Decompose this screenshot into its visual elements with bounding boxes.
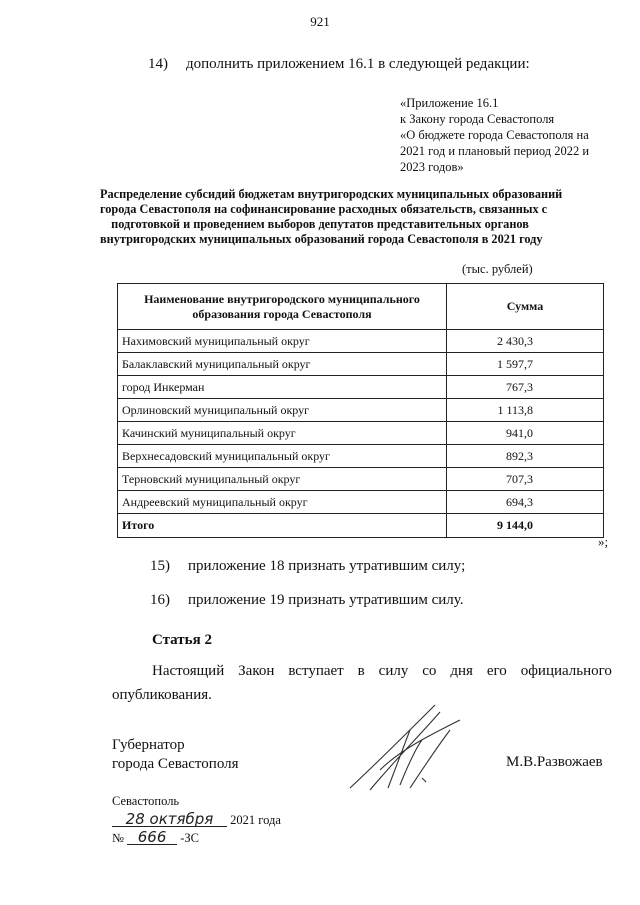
item-14-text: дополнить приложением 16.1 в следующей редакции: — [186, 56, 530, 72]
total-value: 9 144,0 — [447, 514, 604, 538]
total-label: Итого — [118, 514, 447, 538]
row-name: Качинский муниципальный округ — [118, 422, 447, 445]
subsidy-table — [117, 283, 604, 538]
appendix-note — [400, 95, 610, 175]
row-name: Балаклавский муниципальный округ — [118, 353, 447, 376]
governor-line2: города Севастополя — [112, 756, 239, 772]
heading-line: города Севастополя на софинансирование расходных обязательств, связанных с — [100, 202, 548, 216]
item-15-text: приложение 18 признать утратившим силу; — [188, 558, 466, 574]
appendix-note-line: к Закону города Севастополя — [400, 112, 555, 126]
table-header-row — [118, 284, 604, 330]
article-word: Закон — [238, 663, 275, 679]
article-word: со — [422, 663, 437, 679]
table-row — [118, 491, 604, 514]
table-row — [118, 445, 604, 468]
article-word: Настоящий — [152, 663, 225, 679]
row-name: Верхнесадовский муниципальный округ — [118, 445, 447, 468]
article-text-line1 — [112, 659, 612, 683]
row-value: 1 113,8 — [447, 399, 604, 422]
row-name: город Инкерман — [118, 376, 447, 399]
row-name: Нахимовский муниципальный округ — [118, 330, 447, 353]
article-word: силу — [378, 663, 409, 679]
item-14-number: 14) — [148, 56, 168, 72]
table-row — [118, 353, 604, 376]
column-header-name-line2: образования города Севастополя — [192, 306, 372, 321]
appendix-note-line: «О бюджете города Севастополя на — [400, 128, 589, 142]
article-text-line2: опубликования. — [112, 687, 212, 703]
column-header-name-line1: Наименование внутригородского муниципального — [144, 291, 420, 306]
row-value: 2 430,3 — [447, 330, 604, 353]
row-value: 892,3 — [447, 445, 604, 468]
row-value: 694,3 — [447, 491, 604, 514]
item-15-number: 15) — [150, 558, 170, 574]
article-title: Статья 2 — [152, 632, 212, 648]
table-total-row — [118, 514, 604, 538]
handwritten-date: 28 октября — [112, 812, 227, 827]
governor-name: М.В.Развожаев — [506, 754, 603, 770]
article-word: в — [357, 663, 365, 679]
item-15 — [150, 558, 465, 575]
appendix-note-line: 2023 годов» — [400, 160, 464, 174]
signing-place: Севастополь — [112, 794, 180, 808]
column-header-sum: Сумма — [447, 284, 604, 330]
item-14 — [148, 56, 530, 73]
signature-image — [340, 700, 490, 795]
table-row — [118, 468, 604, 491]
item-16-text: приложение 19 признать утратившим силу. — [188, 592, 464, 608]
row-value: 767,3 — [447, 376, 604, 399]
heading-line: Распределение субсидий бюджетам внутригородских муниципальных образований — [100, 187, 563, 201]
table-row — [118, 376, 604, 399]
table-row — [118, 399, 604, 422]
row-name: Орлиновский муниципальный округ — [118, 399, 447, 422]
article-word: его — [486, 663, 507, 679]
heading-line: подготовкой и проведением выборов депутатов представительных органов — [111, 217, 529, 231]
number-suffix: -ЗС — [180, 831, 199, 845]
item-16-number: 16) — [150, 592, 170, 608]
table-row — [118, 422, 604, 445]
row-value: 707,3 — [447, 468, 604, 491]
article-word: дня — [450, 663, 473, 679]
handwritten-number: 666 — [127, 830, 177, 845]
number-prefix: № — [112, 831, 124, 845]
governor-line1: Губернатор — [112, 737, 185, 753]
article-word: вступает — [288, 663, 344, 679]
governor-title — [112, 736, 239, 774]
row-name: Терновский муниципальный округ — [118, 468, 447, 491]
table-row — [118, 330, 604, 353]
unit-label: (тыс. рублей) — [462, 262, 533, 276]
closing-quote: »; — [598, 534, 609, 549]
row-value: 941,0 — [447, 422, 604, 445]
item-16 — [150, 592, 464, 609]
law-number — [112, 830, 199, 846]
appendix-note-line: «Приложение 16.1 — [400, 96, 499, 110]
heading-line: внутригородских муниципальных образований города Севастополя в 2021 году — [100, 232, 543, 246]
page-number: 921 — [310, 14, 330, 29]
date-suffix: 2021 года — [230, 813, 281, 827]
table-heading — [100, 187, 563, 247]
column-header-name — [118, 284, 447, 330]
signing-date — [112, 812, 281, 828]
row-value: 1 597,7 — [447, 353, 604, 376]
article-word: официального — [520, 663, 612, 679]
row-name: Андреевский муниципальный округ — [118, 491, 447, 514]
appendix-note-line: 2021 год и плановый период 2022 и — [400, 144, 590, 158]
